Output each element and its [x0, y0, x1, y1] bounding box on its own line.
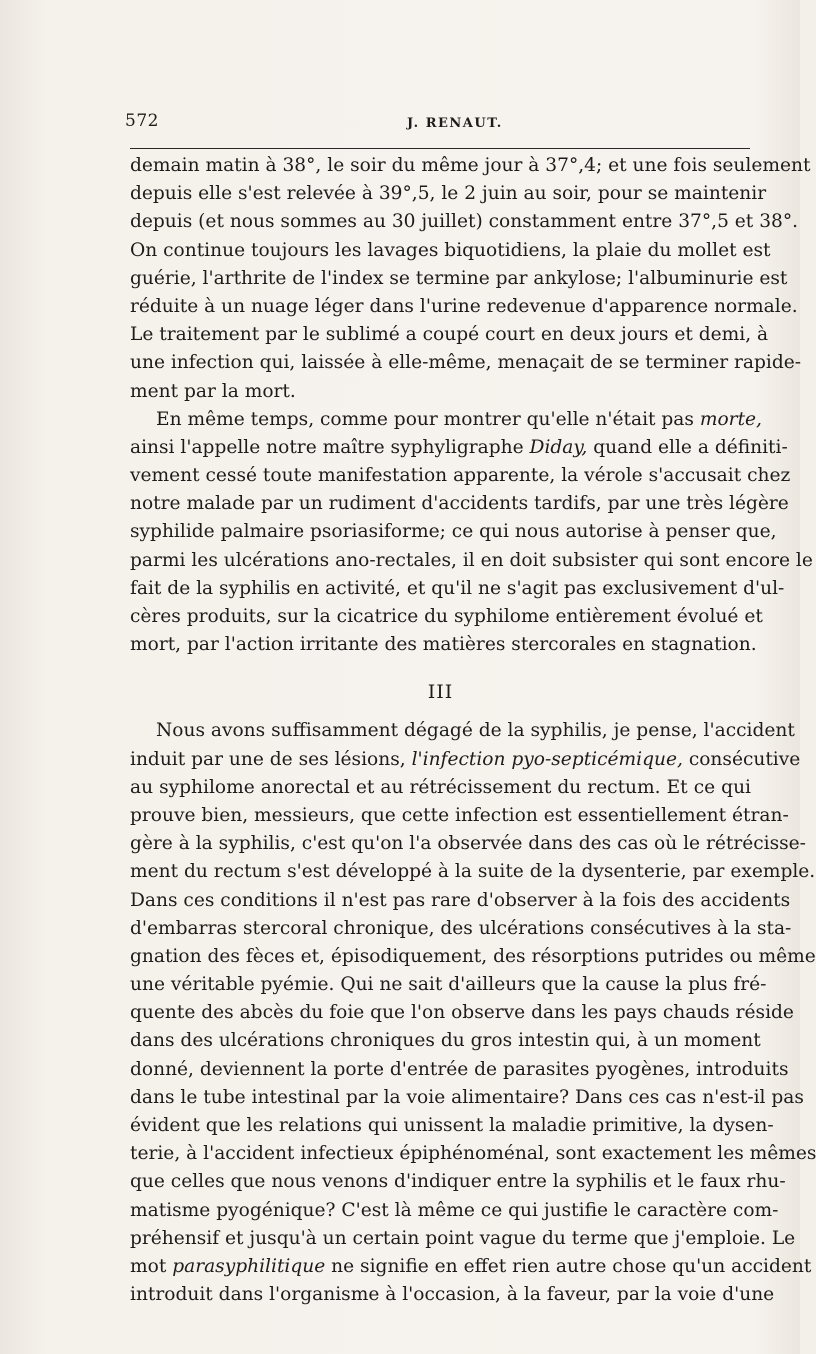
- section-heading: III: [427, 681, 454, 704]
- page-number: 572: [125, 111, 159, 131]
- running-head: J. RENAUT.: [407, 116, 503, 131]
- text-line: [130, 434, 788, 462]
- text-line: demain matin à 38°, le soir du même jour à 37°,4; et une fois seulement: [130, 155, 811, 176]
- text-line: que celles que nous venons d'indiquer entre la syphilis et le faux rhu-: [130, 1171, 786, 1193]
- text-line: Dans ces conditions il n'est pas rare d'observer à la fois des accidents: [130, 889, 791, 911]
- text-line: [130, 1253, 812, 1281]
- text-line: évident que les relations qui unissent la maladie primitive, la dysen-: [130, 1115, 774, 1136]
- text-line: dans le tube intestinal par la voie alimentaire? Dans ces cas n'est-il pas: [130, 1086, 804, 1108]
- text-line: depuis elle s'est relevée à 39°,5, le 2 juin au soir, pour se maintenir: [130, 183, 767, 205]
- text-line: mort, par l'action irritante des matières stercorales en stagnation.: [130, 634, 757, 656]
- text-line: vement cessé toute manifestation apparente, la vérole s'accusait chez: [130, 465, 791, 487]
- text-line: [130, 746, 801, 774]
- text-line: au syphilome anorectal et au rétrécissement du rectum. Et ce qui: [130, 776, 751, 798]
- italic-run: parasyphilitique: [172, 1255, 326, 1277]
- text-line: Le traitement par le sublimé a coupé court en deux jours et demi, à: [130, 324, 769, 346]
- text-run: ne signifie en effet rien autre chose qu'un accident: [325, 1255, 812, 1277]
- paragraph-2: [130, 406, 813, 660]
- text-line: une véritable pyémie. Qui ne sait d'ailleurs que la cause la plus fré-: [130, 974, 767, 996]
- text-line: gnation des fèces et, épisodiquement, des résorptions putrides ou même: [130, 945, 816, 967]
- text-line: On continue toujours les lavages biquotidiens, la plaie du mollet est: [130, 239, 771, 261]
- body-text: [130, 152, 816, 1309]
- text-line: réduite à un nuage léger dans l'urine redevenue d'apparence normale.: [130, 295, 798, 317]
- text-line: cères produits, sur la cicatrice du syphilome entièrement évolué et: [130, 606, 763, 627]
- text-line: introduit dans l'organisme à l'occasion, à la faveur, par la voie d'une: [130, 1284, 775, 1306]
- page-header: [125, 111, 755, 139]
- text-line: préhensif et jusqu'à un certain point vague du terme que j'emploie. Le: [130, 1227, 796, 1249]
- italic-run: l'infection pyo-septicémique,: [411, 748, 683, 770]
- text-run: induit par une de ses lésions,: [130, 748, 412, 770]
- text-line: [130, 406, 762, 434]
- text-line: guérie, l'arthrite de l'index se termine par ankylose; l'albuminurie est: [130, 267, 788, 289]
- text-line: donné, deviennent la porte d'entrée de parasites pyogènes, introduits: [130, 1058, 789, 1080]
- text-run: En même temps, comme pour montrer qu'elle n'était pas: [156, 408, 700, 430]
- text-run: mot: [130, 1255, 173, 1277]
- text-line: prouve bien, messieurs, que cette infection est essentiellement étran-: [130, 804, 789, 826]
- text-line: parmi les ulcérations ano-rectales, il en doit subsister qui sont encore le: [130, 549, 813, 571]
- text-line: gère à la syphilis, c'est qu'on l'a observée dans des cas où le rétrécisse-: [130, 833, 806, 855]
- text-line: notre malade par un rudiment d'accidents tardifs, par une très légère: [130, 493, 789, 515]
- header-rule: [130, 148, 750, 149]
- text-line: une infection qui, laissée à elle-même, menaçait de se terminer rapide-: [130, 352, 802, 374]
- text-line: dans des ulcérations chroniques du gros intestin qui, à un moment: [130, 1030, 761, 1052]
- text-line: ment par la mort.: [130, 380, 296, 402]
- italic-run: morte,: [699, 408, 762, 430]
- italic-run: Diday,: [529, 436, 588, 458]
- text-line: ment du rectum s'est développé à la suite de la dysenterie, par exemple.: [130, 861, 816, 883]
- text-run: ainsi l'appelle notre maître syphyligraphe: [130, 436, 530, 458]
- text-line: quente des abcès du foie que l'on observe dans les pays chauds réside: [130, 1002, 794, 1024]
- text-run: quand elle a définiti-: [587, 436, 788, 458]
- text-line: syphilide palmaire psoriasiforme; ce qui nous autorise à penser que,: [130, 521, 777, 543]
- text-line: Nous avons suffisamment dégagé de la syphilis, je pense, l'accident: [156, 720, 795, 742]
- paragraph-3: [130, 717, 816, 1309]
- paragraph-1: [130, 152, 811, 406]
- text-line: matisme pyogénique? C'est là même ce qui justifie le caractère com-: [130, 1199, 779, 1221]
- text-line: fait de la syphilis en activité, et qu'il ne s'agit pas exclusivement d'ul-: [130, 577, 785, 599]
- text-line: depuis (et nous sommes au 30 juillet) constamment entre 37°,5 et 38°.: [130, 211, 799, 233]
- text-run: consécutive: [682, 748, 801, 770]
- text-line: d'embarras stercoral chronique, des ulcérations consécutives à la sta-: [130, 917, 792, 939]
- text-line: terie, à l'accident infectieux épiphénoménal, sont exactement les mêmes: [130, 1143, 816, 1165]
